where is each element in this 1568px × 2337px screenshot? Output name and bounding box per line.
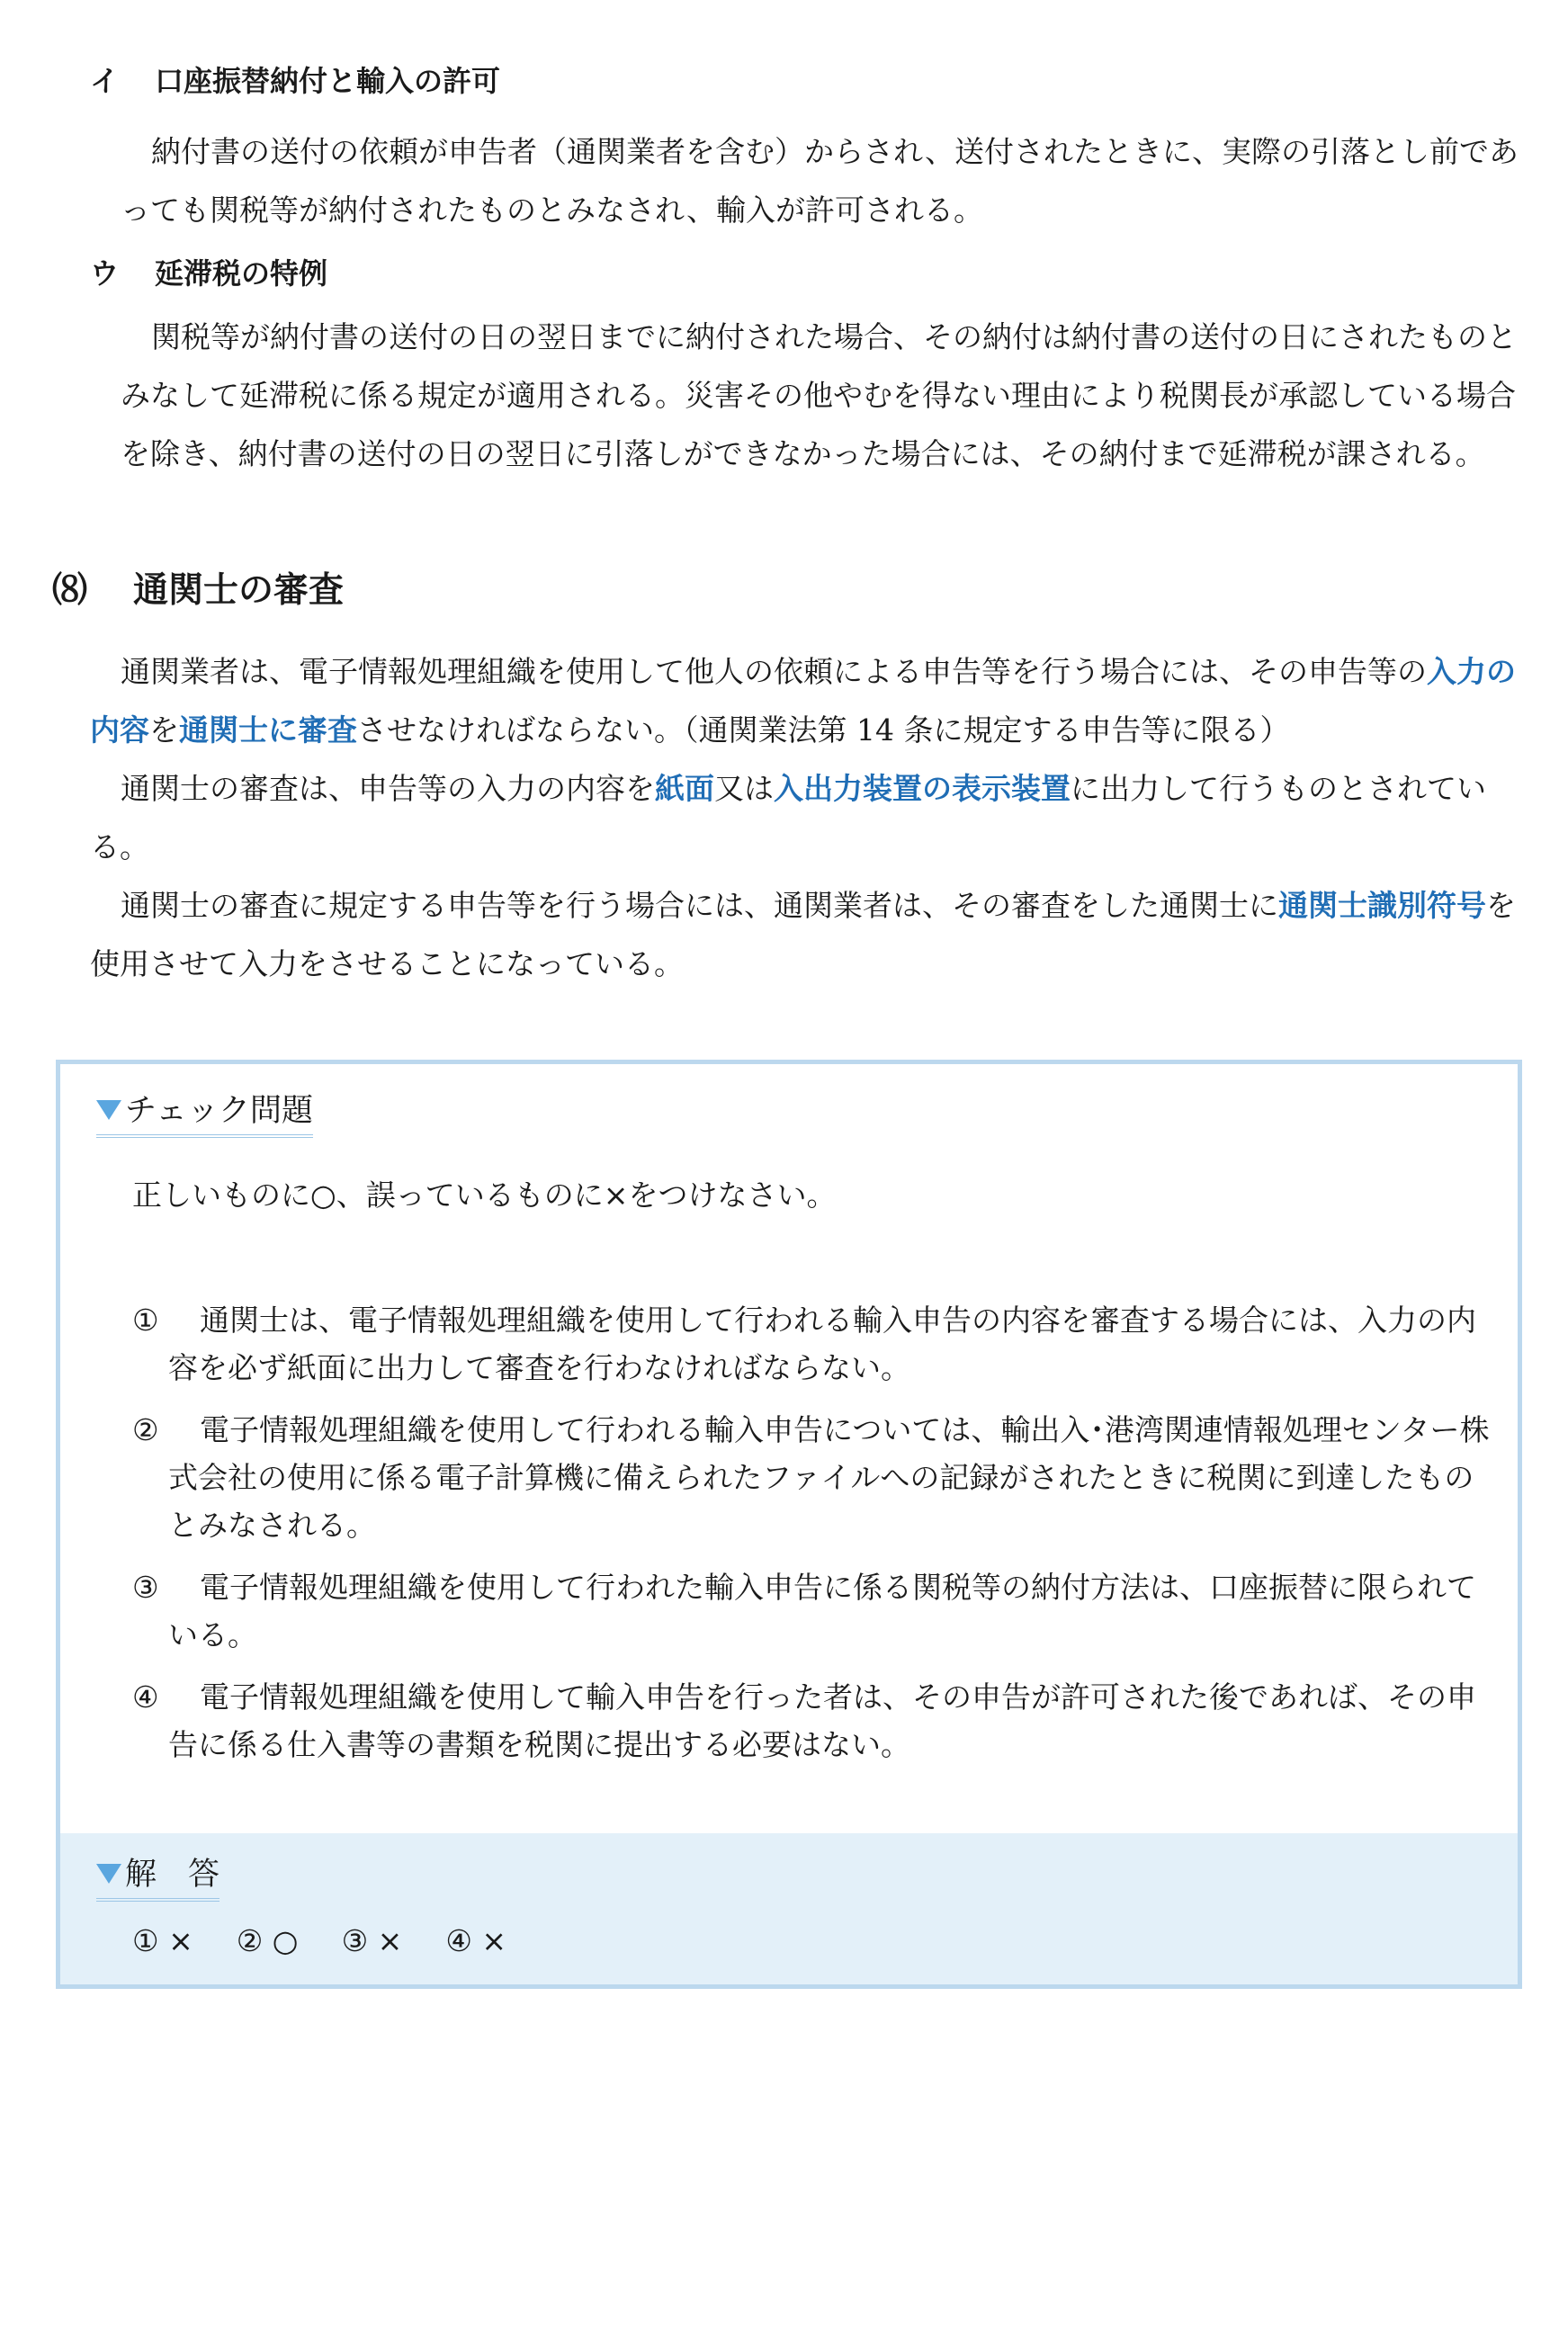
- section-number: ⑻: [52, 570, 88, 611]
- answer-item: ③ ×: [341, 1923, 403, 1958]
- text-run: 通関士の審査は、申告等の入力の内容を: [121, 771, 655, 806]
- question-text: 電子情報処理組織を使用して輸入申告を行った者は、その申告が許可された後であれば、その申告に係る仕入書等の書類を税関に提出する必要はない。: [168, 1679, 1476, 1762]
- answer-area: [60, 1833, 1518, 1984]
- question-text: 通関士は、電子情報処理組織を使用して行われる輸入申告の内容を審査する場合には、入力の内容を必ず紙面に出力して審査を行わなければならない。: [168, 1303, 1476, 1385]
- keyword-input-content: 入力の内容: [90, 654, 1516, 748]
- text-run: 又は: [714, 771, 774, 806]
- question-item: [132, 1296, 1500, 1392]
- text-run: 通関業者は、電子情報処理組織を使用して他人の依頼による申告等を行う場合には、その申告等の: [121, 654, 1427, 689]
- text-run: 通関士の審査に規定する申告等を行う場合には、通関業者は、その審査をした通関士に: [121, 888, 1278, 923]
- question-number: ③: [132, 1570, 159, 1605]
- check-instruction: 正しいものに○、誤っているものに×をつけなさい。: [132, 1177, 837, 1213]
- subsection-heading-i: [90, 63, 500, 99]
- section-title: 通関士の審査: [133, 570, 345, 611]
- subsection-body-i: 納付書の送付の依頼が申告者（通関業者を含む）からされ、送付されたときに、実際の引落とし前であっても関税等が納付されたものとみなされ、輸入が許可される。: [121, 134, 1519, 228]
- subsection-body-u: 関税等が納付書の送付の日の翌日までに納付された場合、その納付は納付書の送付の日にされたものとみなして延滞税に係る規定が適用される。災害その他やむを得ない理由により税関長が承認している場合を除き、納付書の送付の日の翌日に引落しができなかった場合には、その納付まで延滞税が課される。: [121, 319, 1517, 471]
- answer-title-text: 解 答: [125, 1857, 220, 1893]
- text-run: を使用させて入力をさせることになっている。: [90, 888, 1516, 981]
- question-text: 電子情報処理組織を使用して行われた輸入申告に係る関税等の納付方法は、口座振替に限られている。: [168, 1570, 1476, 1652]
- question-number: ②: [132, 1412, 159, 1447]
- subsection-mark: イ: [90, 64, 120, 98]
- check-title: [96, 1091, 313, 1138]
- check-title-text: チェック問題: [125, 1093, 313, 1129]
- question-item: [132, 1406, 1500, 1549]
- section8-paragraph-2: [90, 759, 1526, 876]
- question-number: ④: [132, 1679, 159, 1715]
- answer-list: [132, 1923, 506, 1958]
- triangle-down-icon: [96, 1864, 121, 1884]
- question-item: [132, 1563, 1500, 1659]
- question-number: ①: [132, 1303, 159, 1338]
- text-run: させなければならない。（通関業法第 14 条に規定する申告等に限る）: [357, 712, 1290, 748]
- answer-item: ① ×: [132, 1923, 193, 1958]
- text-run: に出力して行うものとされている。: [90, 771, 1486, 864]
- text-run: を: [149, 712, 179, 748]
- keyword-paper: 紙面: [655, 771, 714, 806]
- keyword-examination: 通関士に審査: [179, 712, 357, 748]
- keyword-display-device: 入出力装置の表示装置: [774, 771, 1071, 806]
- subsection-title: 延滞税の特例: [155, 256, 328, 291]
- subsection-mark: ウ: [90, 256, 120, 291]
- answer-title: [96, 1855, 220, 1902]
- triangle-down-icon: [96, 1100, 121, 1120]
- check-question-box: [56, 1060, 1522, 1989]
- question-text: 電子情報処理組織を使用して行われる輸入申告については、輸出入･港湾関連情報処理センター株式会社の使用に係る電子計算機に備えられたファイルへの記録がされたときに税関に到達したものとみなされる。: [168, 1412, 1490, 1543]
- subsection-heading-u: [90, 255, 327, 291]
- subsection-title: 口座振替納付と輸入の許可: [155, 64, 501, 98]
- answer-item: ④ ×: [445, 1923, 507, 1958]
- answer-item: ② ○: [236, 1923, 299, 1958]
- section8-paragraph-1: [90, 642, 1526, 759]
- keyword-identification-code: 通関士識別符号: [1278, 888, 1486, 923]
- section-heading-8: [52, 569, 344, 613]
- question-item: [132, 1673, 1500, 1768]
- section8-paragraph-3: [90, 876, 1526, 993]
